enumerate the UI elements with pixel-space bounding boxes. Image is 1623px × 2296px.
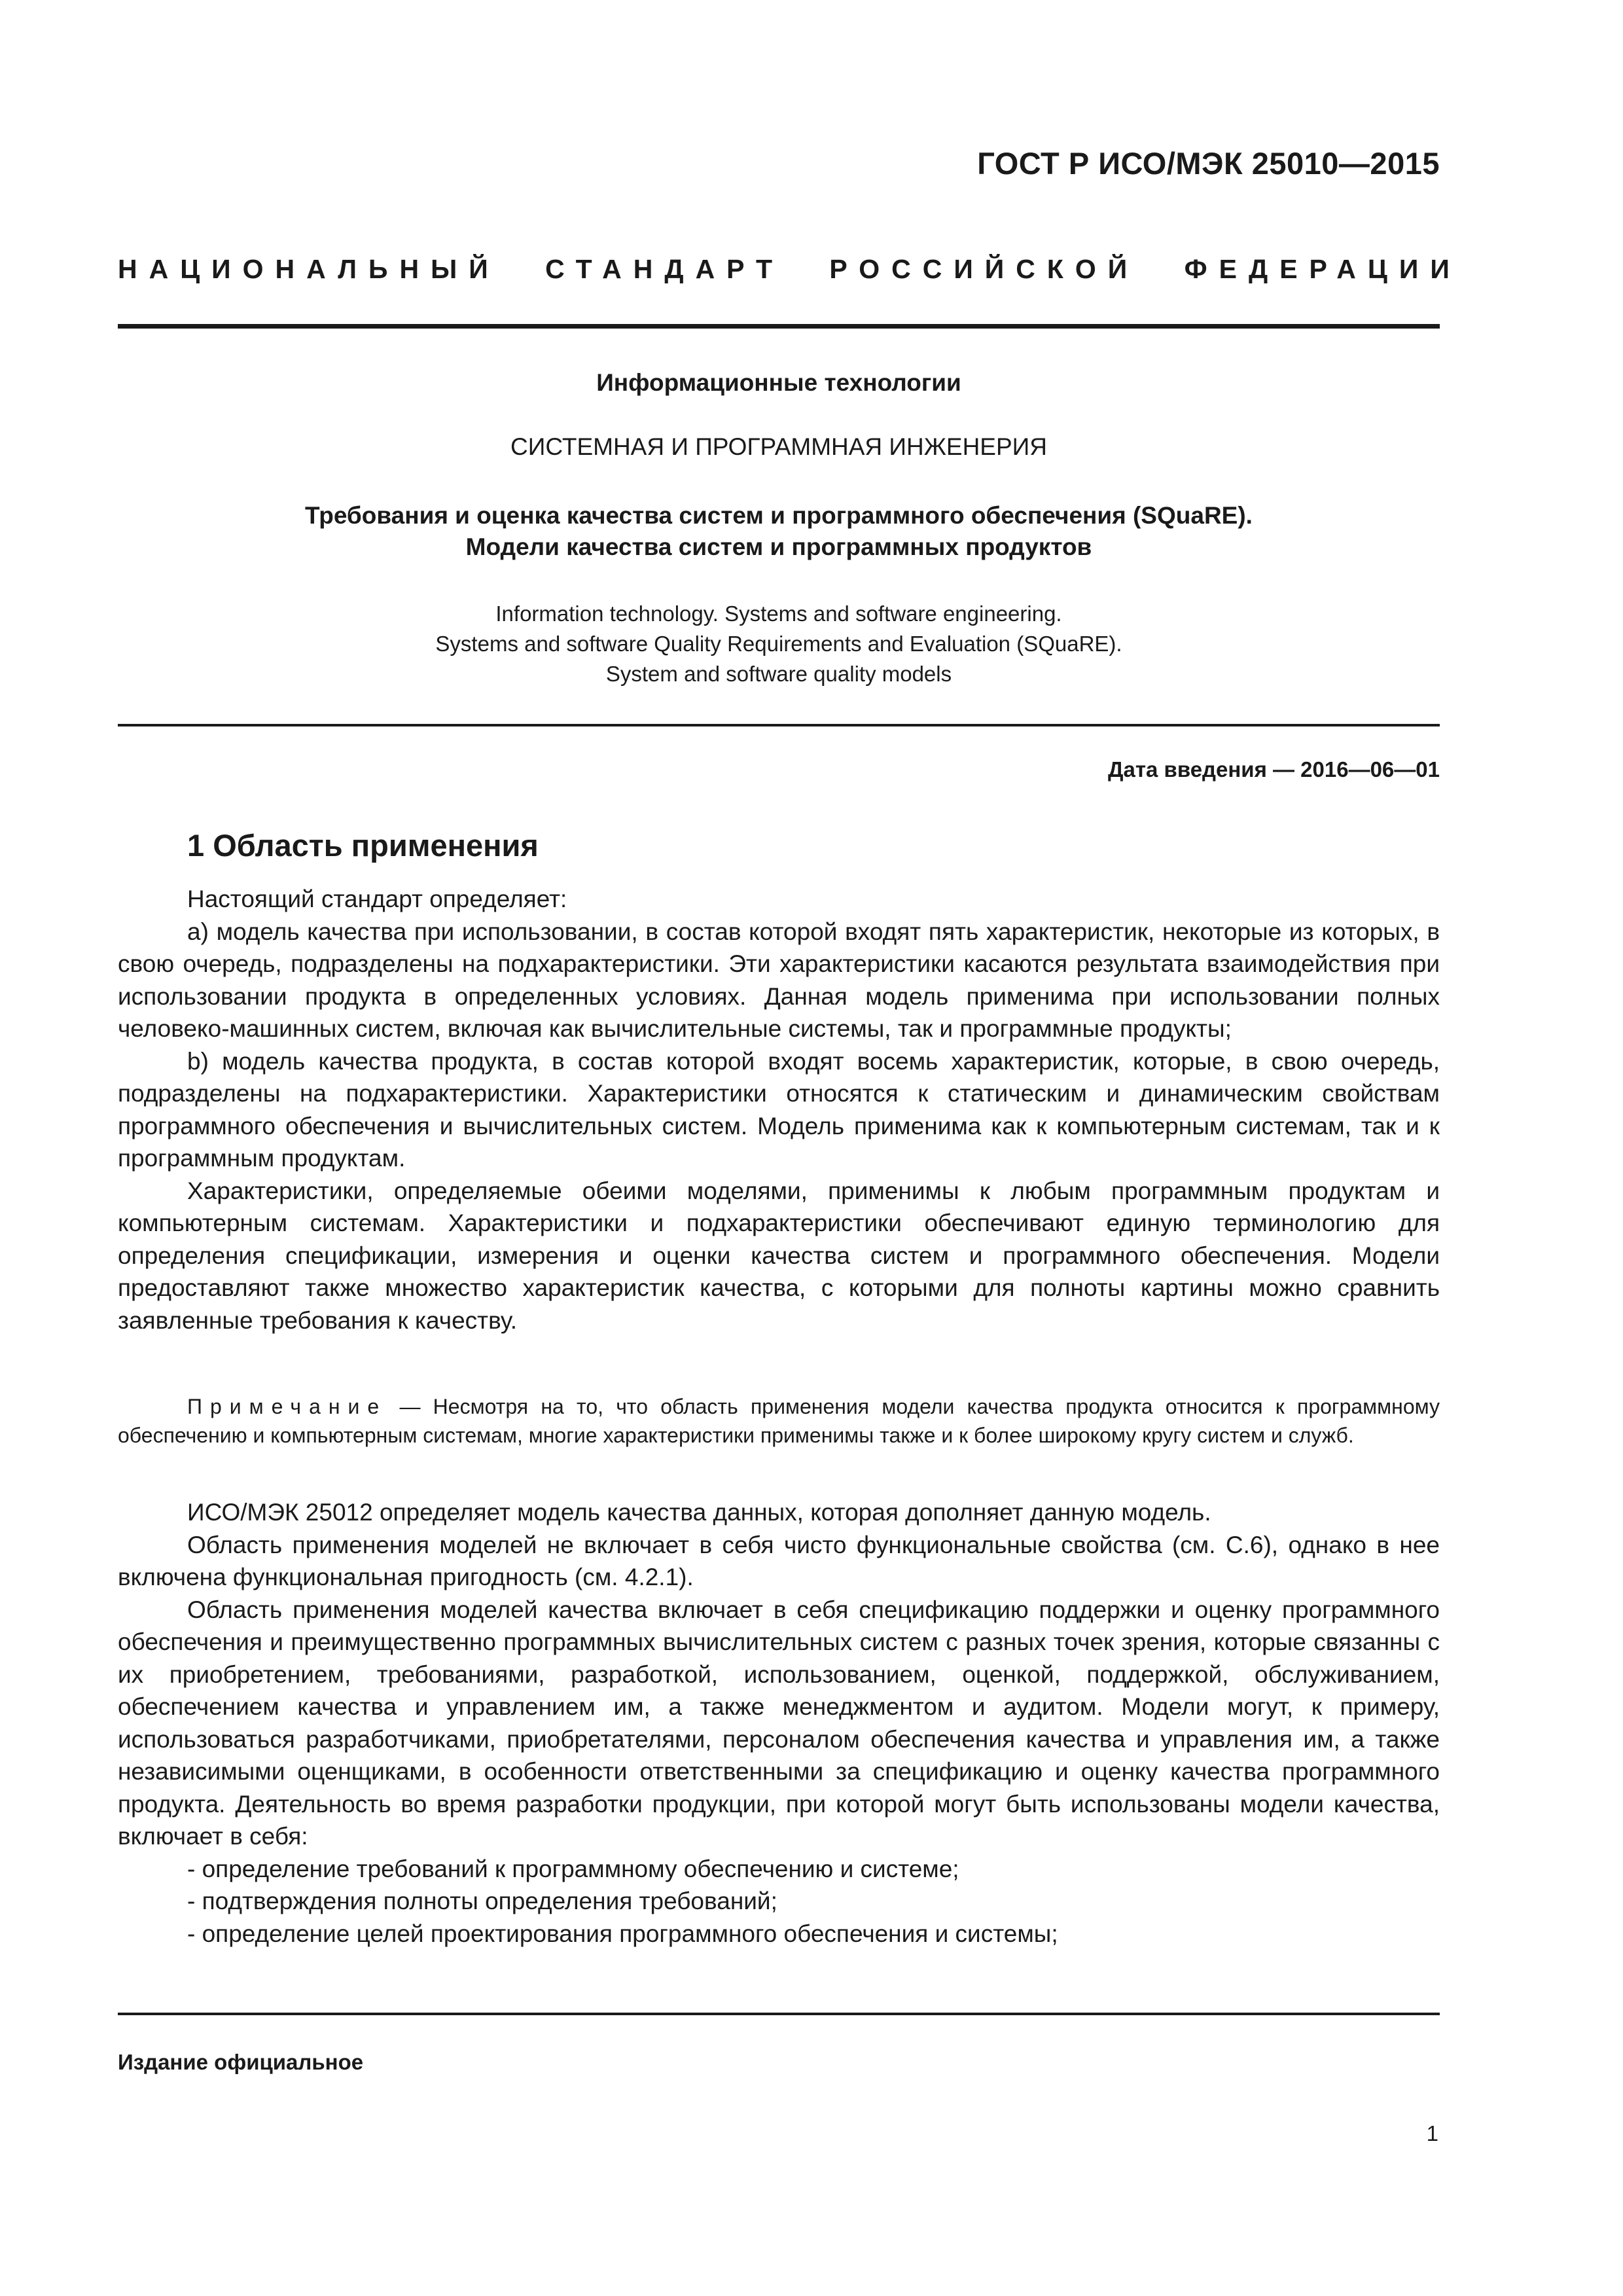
paragraph: Область применения моделей качества включает в себя спецификацию поддержки и оценку программного обеспечения и преимущественно программных вычислительных систем с разных точек зрения, которые связанны с их приобретением, требованиями, разработкой, использованием, оценкой, поддержкой, обслуживанием, обеспечением качества и управлением им, а также менеджментом и аудитом. Модели могут, к примеру, использоваться разработчиками, приобретателями, персоналом обеспечения качества и управления им, а также независимыми оценщиками, в особенности ответственными за спецификацию и оценку качества программного продукта. Деятельность во время разработки продукции, при которой могут быть использованы модели качества, включает в себя: — [118, 1596, 1440, 1850]
list-item: - подтверждения полноты определения требований; — [187, 1888, 777, 1914]
note-paragraph — [118, 1392, 1440, 1450]
paragraph: b) модель качества продукта, в состав которой входят восемь характеристик, которые, в свою очередь, подразделены на подхарактеристики. Характеристики относятся к статическим и динамическим свойствам программного обеспечения и вычислительных систем. Модель применима как к компьютерным системам, так и к программным продуктам. — [118, 1047, 1440, 1172]
section-body-before-note — [118, 883, 1440, 1336]
date-of-introduction: Дата введения — 2016—06—01 — [1108, 757, 1440, 781]
section-body-after-note — [118, 1496, 1440, 1950]
page-number: 1 — [1426, 2121, 1438, 2145]
note-text: — Несмотря на то, что область применения модели качества продукта относится к программному обеспечению и компьютерным системам, многие характеристики применимы также и к более широкому кругу систем и служб. — [118, 1395, 1440, 1447]
title-info-tech: Информационные технологии — [596, 369, 961, 396]
header-divider — [118, 324, 1440, 329]
title-english-line-3: System and software quality models — [605, 662, 952, 686]
list-item: - определение целей проектирования программного обеспечения и системы; — [187, 1920, 1058, 1947]
note-block — [118, 1392, 1440, 1450]
national-standard-banner: НАЦИОНАЛЬНЫЙ СТАНДАРТ РОССИЙСКОЙ ФЕДЕРАЦИИ — [118, 254, 1461, 284]
title-requirements — [118, 500, 1440, 563]
title-requirements-line-1: Требования и оценка качества систем и программного обеспечения (SQuaRE). — [305, 502, 1253, 529]
paragraph: a) модель качества при использовании, в состав которой входят пять характеристик, некоторые из которых, в свою очередь, подразделены на подхарактеристики. Эти характеристики касаются результата взаимодействия при использовании продукта в определенных условиях. Данная модель применима при использовании полных человеко-машинных систем, включая как вычислительные системы, так и программные продукты; — [118, 918, 1440, 1042]
official-edition-label: Издание официальное — [118, 2050, 364, 2074]
title-english-line-2: Systems and software Quality Requirements and Evaluation (SQuaRE). — [435, 632, 1122, 656]
section-heading: 1 Область применения — [187, 828, 539, 863]
footer-divider — [118, 2013, 1440, 2015]
title-systems-engineering: СИСТЕМНАЯ И ПРОГРАММНАЯ ИНЖЕНЕРИЯ — [510, 433, 1047, 460]
paragraph: ИСО/МЭК 25012 определяет модель качества данных, которая дополняет данную модель. — [187, 1499, 1211, 1526]
title-english-line-1: Information technology. Systems and software engineering. — [495, 601, 1062, 626]
note-label: Примечание — [187, 1395, 387, 1418]
list-item: - определение требований к программному обеспечению и системе; — [187, 1855, 959, 1882]
document-code: ГОСТ Р ИСО/МЭК 25010—2015 — [977, 146, 1440, 181]
paragraph: Настоящий стандарт определяет: — [187, 886, 567, 912]
title-requirements-line-2: Модели качества систем и программных продуктов — [465, 533, 1092, 560]
title-divider — [118, 724, 1440, 726]
paragraph: Область применения моделей не включает в себя чисто функциональные свойства (см. С.6), однако в нее включена функциональная пригодность (см. 4.2.1). — [118, 1531, 1440, 1590]
title-english — [118, 599, 1440, 689]
paragraph: Характеристики, определяемые обеими моделями, применимы к любым программным продуктам и компьютерным системам. Характеристики и подхарактеристики обеспечивают единую терминологию для определения спецификации, измерения и оценки качества систем и программного обеспечения. Модели предоставляют также множество характеристик качества, с которыми для полноты картины можно сравнить заявленные требования к качеству. — [118, 1177, 1440, 1334]
